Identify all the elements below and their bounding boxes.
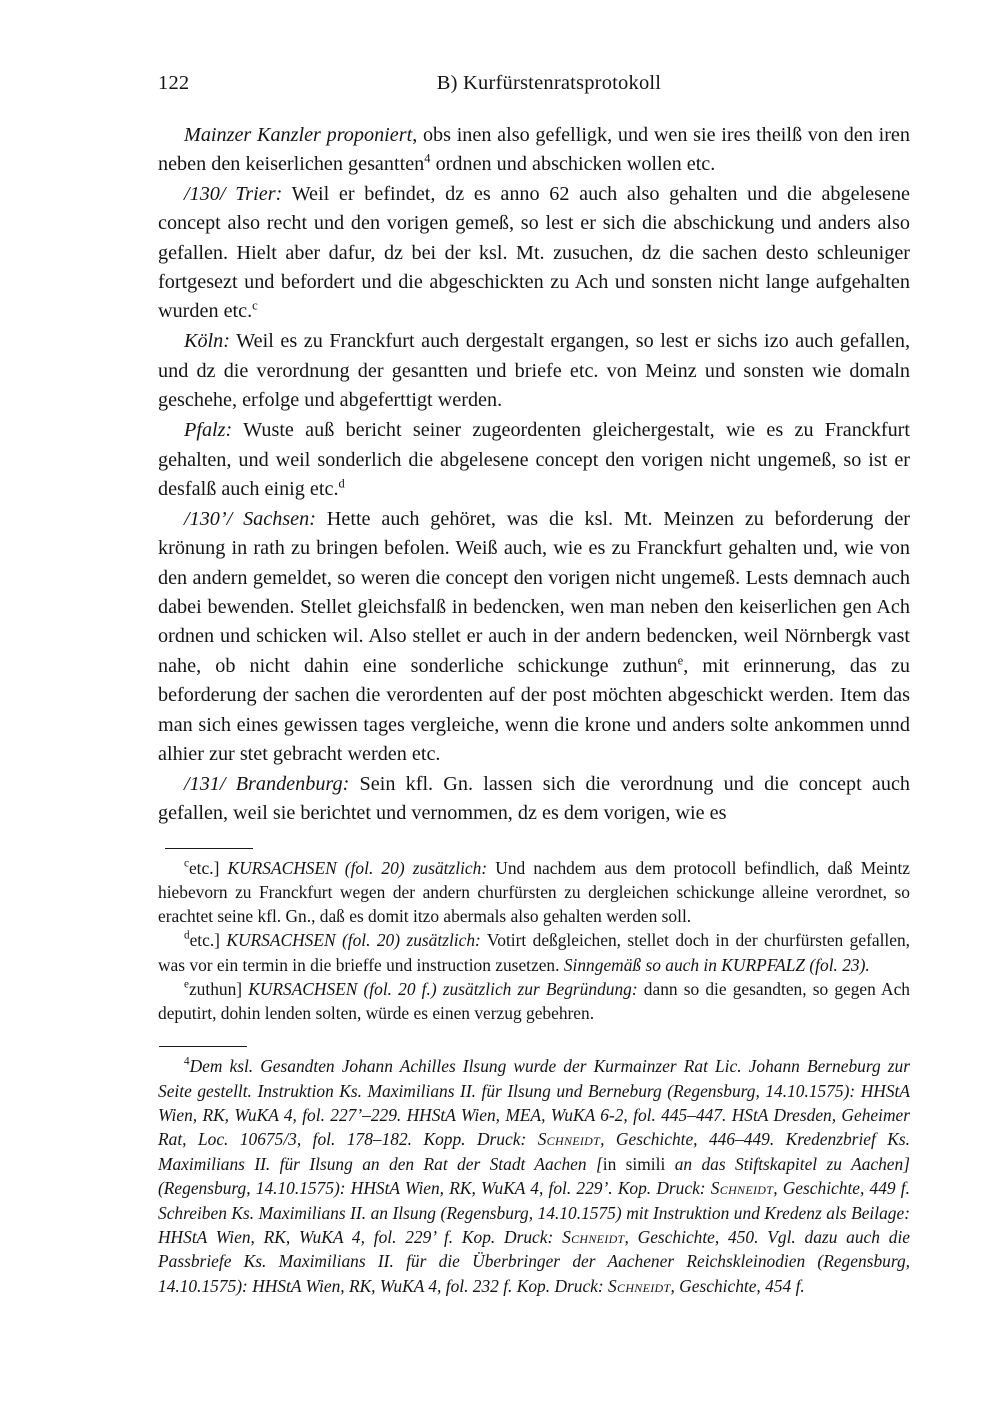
- footnote-italic-segment: , Geschichte, 446–449. Kredenzbrief Ks. Maximilians II. für Ilsung an den Rat der Stadt Aachen [: [158, 1129, 910, 1174]
- footnote-ref-4[interactable]: 4: [424, 151, 431, 166]
- paragraph-pfalz: [158, 416, 910, 504]
- apparatus-text: dann so die gesandten, so gegen Ach deputirt, dohin lenden solten, würde es einen verzug gebehren.: [158, 978, 910, 1024]
- folio-marker: /130’/: [184, 507, 244, 530]
- footnote-italic-segment: Dem ksl. Gesandten Johann Achilles Ilsung wurde der Kurmainzer Rat Lic. Johann Berneburg zur Seite gestellt. Instruktion Ks. Maximilians II. für Ilsung und Berneburg (Regensburg, 14.10.1575): HHStA Wien, RK, WuKA 4, fol. 227’–229. HHStA Wien, MEA, WuKA 6-2, fol. 445–447. HStA Dresden, Geheimer Rat, Loc. 10675/3, fol. 178–182. Kopp. Druck:: [158, 1056, 910, 1150]
- footnote-italic-segment: , Geschichte, 454 f.: [670, 1275, 805, 1296]
- apparatus-source: KURSACHSEN (fol. 20 f.) zusätzlich zur Begründung:: [242, 978, 638, 999]
- paragraph-lead: Köln:: [184, 330, 230, 353]
- apparatus-source: KURSACHSEN (fol. 20) zusätzlich:: [219, 930, 481, 951]
- paragraph-lead: Brandenburg:: [235, 772, 350, 795]
- apparatus-lemma: etc.]: [189, 930, 220, 951]
- footnote-ref-d[interactable]: d: [338, 476, 345, 491]
- paragraph-text: Wuste auß bericht seiner zugeordenten gleichergestalt, wie es zu Franckfurt gehalten, und weil sonderlich die abgelesene concept den vorigen nicht ungemeß, so ist er desfalß auch einig etc.: [158, 419, 910, 500]
- paragraph-lead: Trier:: [235, 182, 283, 205]
- apparatus-text: Und nachdem aus dem protocoll befindlich, daß Meintz hiebevorn zu Franckfurt wegen der andern churfürsten zu dergleichen schickunge alleine verordnet, so erachtet seine kfl. Gn., daß es domit itzo abermals also gehalten werden soll.: [158, 857, 911, 927]
- running-head: [158, 72, 910, 95]
- paragraph-text: Sein kfl. Gn. lassen sich die verordnung und die concept auch gefallen, weil sie berichtet und vernommen, dz es dem vorigen, wie es: [158, 772, 911, 825]
- paragraph-lead: Sachsen:: [243, 507, 316, 530]
- apparatus-note-e: [158, 977, 910, 1025]
- paragraph-text: Hette auch gehöret, was die ksl. Mt. Meinzen zu beforderung der krönung in rath zu bringen befolen. Weiß auch, wie es zu Franckfurt gehalten und, wie von den andern gemeldet, so weren die concept den vorigen nicht ungemeß. Lests demnach auch dabei bewenden. Stellet gleichsfalß in bedencken, wen man neben den keiserlichen gen Ach ordnen und schicken wil. Also stellet er auch in der andern bedencken, weil Nörnbergk vast nahe, ob nicht dahin eine sonderliche schickunge zuthun: [158, 507, 911, 677]
- footnote-roman-segment: in simili: [602, 1153, 675, 1174]
- paragraph-sachsen: [158, 505, 910, 770]
- footnote-4: [158, 1054, 910, 1298]
- paragraph-koeln: [158, 327, 910, 415]
- paragraph-text: Weil er befindet, dz es anno 62 auch also gehalten und die abgelesene concept also recht und den vorigen gemeß, so lest er sich die abschickung und anders also gefallen. Hielt aber dafur, dz bei der ksl. Mt. zusuchen, dz die sachen desto schleuniger fortgesezt und befordert und die abgeschickten zu Ach und sonsten nicht lange aufgehalten wurden etc.: [158, 182, 911, 323]
- page-content: [158, 72, 910, 1298]
- paragraph-text-tail: ordnen und abschicken wollen etc.: [430, 152, 716, 175]
- apparatus-note-d: [158, 928, 910, 976]
- footnote-italic-segment: an das Stiftskapitel zu Aachen] (Regensburg, 14.10.1575): HHStA Wien, RK, WuKA 4, fol. 229’. Kop. Druck:: [158, 1153, 910, 1199]
- apparatus-marker-c: c: [184, 857, 189, 870]
- apparatus-marker-e: e: [184, 978, 189, 991]
- apparatus-source: KURSACHSEN (fol. 20) zusätzlich:: [219, 857, 488, 878]
- folio-marker: /130/: [184, 182, 236, 205]
- paragraph-text-tail: , mit erinnerung, das zu beforderung der sachen die verordenten auf der post möchten abgeschickt werden. Item das man sich eines gewissen tages vergleiche, wenn die krone und anders solte ankommen unnd alhier zur stet gebracht werden etc.: [158, 654, 910, 766]
- footnote-italic-segment: , Geschichte, 449 f. Schreiben Ks. Maximilians II. an Ilsung (Regensburg, 14.10.1575) mit Instruktion und Kredenz als Beilage: HHStA Wien, RK, WuKA 4, fol. 229’ f. Kop. Druck:: [158, 1178, 910, 1248]
- paragraph-lead: Pfalz:: [184, 419, 233, 442]
- footnote-citation-author: Schneidt: [562, 1227, 625, 1248]
- paragraph-lead: Mainzer Kanzler proponiert: [184, 123, 413, 146]
- paragraph-brandenburg: [158, 770, 910, 829]
- footnote-citation-author: Schneidt: [608, 1275, 671, 1296]
- footnote-ref-c[interactable]: c: [252, 298, 258, 313]
- page-number: 122: [158, 72, 190, 94]
- paragraph-text: , obs inen also gefelligk, und wen sie ires theilß von den iren neben den keiserlichen gesantten: [158, 123, 910, 175]
- apparatus-marker-d: d: [184, 930, 190, 943]
- apparatus-tail: Sinngemäß so auch in KURPFALZ (fol. 23).: [563, 954, 870, 975]
- running-title: B) Kurfürstenratsprotokoll: [436, 72, 662, 94]
- paragraph-trier: [158, 180, 910, 327]
- footnote-italic-segment: , Geschichte, 450. Vgl. dazu auch die Passbriefe Ks. Maximilians II. für die Überbringer der Aachener Reichskleinodien (Regensburg, 14.10.1575): HHStA Wien, RK, WuKA 4, fol. 232 f. Kop. Druck:: [158, 1227, 911, 1296]
- apparatus-lemma: zuthun]: [188, 978, 243, 999]
- apparatus-note-c: [158, 856, 910, 929]
- apparatus-lemma: etc.]: [188, 857, 220, 878]
- apparatus-text: Votirt deßgleichen, stellet doch in der churfürsten gefallen, was vor ein termin in die brieffe und instruction zusetzen.: [158, 930, 910, 975]
- footnote-4-text: [158, 1056, 910, 1296]
- footnote-citation-author: Schneidt: [537, 1129, 601, 1150]
- footnote-ref-e[interactable]: e: [677, 653, 684, 668]
- footnote-separator-rule: [159, 1046, 247, 1047]
- paragraph-mainz: [158, 121, 910, 180]
- paragraph-text: Weil es zu Franckfurt auch dergestalt ergangen, so lest er sichs izo auch gefallen, und dz die verordnung der gesantten und briefe etc. von Meinz und sonsten wie domaln geschehe, erfolge und abgeferttigt werden.: [158, 330, 910, 412]
- footnote-marker-4: 4: [184, 1055, 190, 1068]
- folio-marker: /131/: [184, 772, 236, 795]
- footnote-citation-author: Schneidt: [710, 1178, 774, 1199]
- apparatus-separator-rule: [165, 848, 253, 849]
